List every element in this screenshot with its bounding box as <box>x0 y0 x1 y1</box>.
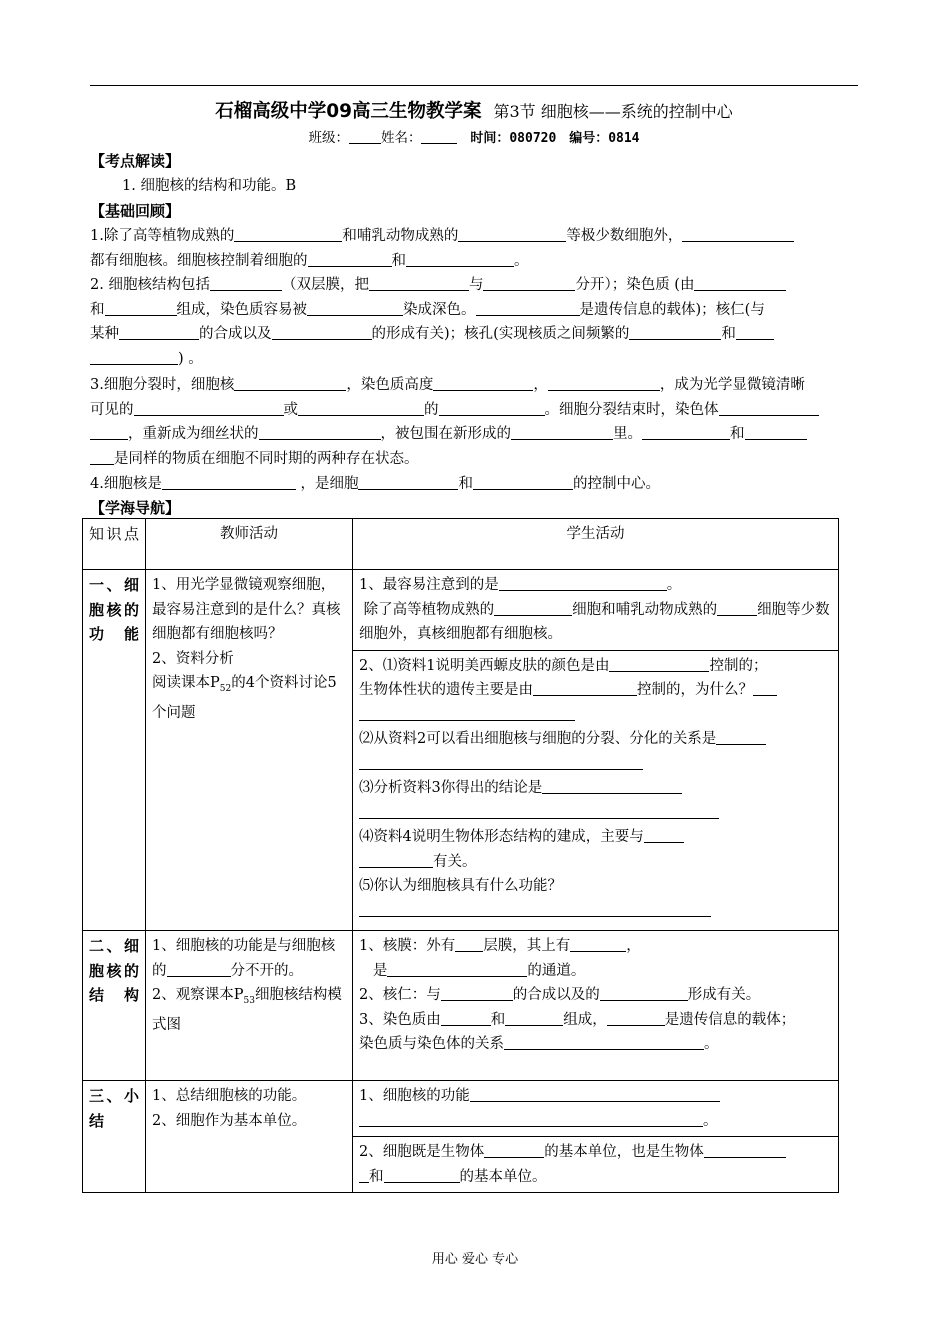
header-student: 学生活动 <box>353 519 839 570</box>
basics-q4: 4.细胞核是 ，是细胞 和 的控制中心。 <box>90 476 660 492</box>
header-teacher: 教师活动 <box>146 519 353 570</box>
basics-q2: 2. 细胞核结构包括 （双层膜，把 与 分开）；染色质 (由 和 组成，染色质容易被 染成深色。 是遗传信息的载体)；核仁(与 某种 的合成以及 的形成有关)；核孔(实现核质之间频繁的 和 ) 。 <box>90 273 860 371</box>
name-label: 姓名： <box>380 130 422 146</box>
school-title: 石榴高级中学09高三生物教学案 <box>215 101 482 122</box>
table-header-row <box>83 519 839 570</box>
basics-q3: 3.细胞分裂时，细胞核 ，染色质高度 ， ，成为光学显微镜清晰 可见的 或 的 。细胞分裂结束时，染色体 ，重新成为细丝状的 ，被包围在新形成的 里。 和 是同样的物质在细胞不同时期的两种存在状态。 <box>90 373 860 471</box>
student-summary <box>353 1081 839 1193</box>
kp-summary: 三、小结 <box>83 1081 146 1193</box>
section-title: 第3节 细胞核——系统的控制中心 <box>493 102 733 121</box>
class-label: 班级： <box>308 130 349 146</box>
teacher-function: 1、用光学显微镜观察细胞，最容易注意到的是什么？真核细胞都有细胞核吗？ 2、资料分析 阅读课本$P_{52}$的4个资料讨论5个问题 <box>146 570 353 931</box>
kp-structure: 二、细胞核的结构 <box>83 931 146 1081</box>
activity-table <box>82 518 839 1193</box>
summary-block-2: 2、细胞既是生物体 的基本单位，也是生物体 和 的基本单位。 <box>353 1136 838 1192</box>
page-title <box>90 97 858 123</box>
kp-function: 一、细胞核的功能 <box>83 570 146 931</box>
student-block-1: 1、最容易注意到的是 。 除了高等植物成熟的 细胞和哺乳动物成熟的 细胞等少数细胞外，真核细胞都有细胞核。 <box>359 577 830 642</box>
student-block-2: 2、⑴资料1说明美西螈皮肤的颜色是由 控制的； 生物体性状的遗传主要是由 控制的，为什么？ ⑵从资料2可以看出细胞核与细胞的分裂、分化的关系是 ⑶分析资料3你得出的结论是 ⑷资料4说明生物体形态结构的建成，主要与 有关。 ⑸你认为细胞核具有什么功能？ <box>353 650 838 927</box>
table-row-structure <box>83 931 839 1081</box>
header-knowledge-point: 知识点 <box>83 519 146 570</box>
student-function <box>353 570 839 931</box>
summary-block-1: 1、细胞核的功能 。 <box>353 1081 838 1136</box>
serial-number: 编号：0814 <box>569 131 640 146</box>
page-footer: 用心 爱心 专心 <box>431 1252 519 1267</box>
section-jichu: 【基础回顾】 <box>90 202 181 220</box>
student-structure: 1、核膜：外有 层膜，其上有 ， 是 的通道。 2、核仁：与 的合成以及的 形成有关。 3、染色质由 和 组成， 是遗传信息的载体； 染色质与染色体的关系 。 <box>353 931 839 1081</box>
name-blank[interactable] <box>421 130 457 145</box>
teacher-structure: 1、细胞核的功能是与细胞核的 分不开的。 2、观察课本$P_{53}$细胞核结构模式图 <box>146 931 353 1081</box>
table-row-summary <box>83 1081 839 1193</box>
table-row-function <box>83 570 839 931</box>
section-kaodian: 【考点解读】 <box>90 152 181 170</box>
student-info-line <box>90 126 858 146</box>
top-rule <box>90 85 858 86</box>
class-blank[interactable] <box>349 130 381 145</box>
kaodian-item: 1. 细胞核的结构和功能。B <box>122 178 297 194</box>
section-xuehai: 【学海导航】 <box>90 499 181 517</box>
time-value: 时间：080720 <box>470 131 557 146</box>
teacher-summary: 1、总结细胞核的功能。 2、细胞作为基本单位。 <box>146 1081 353 1193</box>
basics-q1: 1.除了高等植物成熟的 和哺乳动物成熟的 等极少数细胞外， 都有细胞核。细胞核控制着细胞的 和 。 <box>90 224 860 273</box>
